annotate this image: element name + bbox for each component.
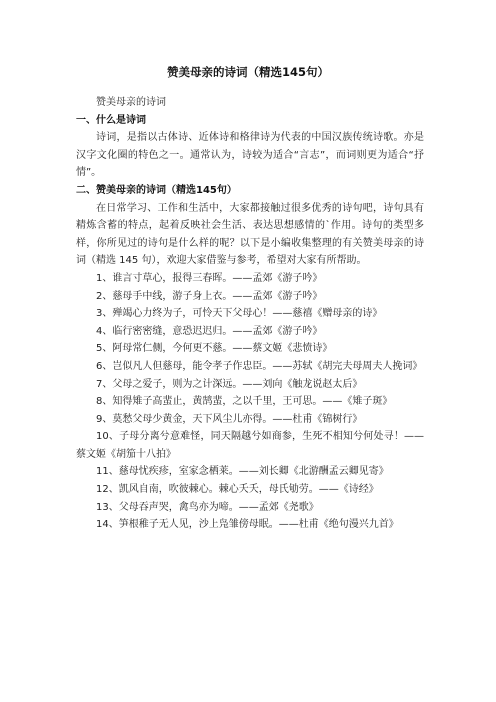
poem-line-3: 3、殚竭心力终为子，可怜天下父母心！——慈禧《赠母亲的诗》 (96, 308, 383, 320)
poem-line-10: 10、子母分离兮意难怪，同天隔越兮如商参，生死不相知兮何处寻！——蔡文姬《胡笳十八拍》 (76, 431, 424, 460)
poem-line-5: 5、阿母常仁侧，今何更不慈。——蔡文姬《悲愤诗》 (96, 343, 333, 355)
section-heading-2: 二、赞美母亲的诗词（精选145句） (76, 184, 237, 196)
poem-line-8: 8、知得雉子高蜚止，黄鹄蜚，之以千里，王可思。——《雉子斑》 (96, 396, 393, 408)
document-title: 赞美母亲的诗词（精选145句） (166, 65, 329, 79)
document-subtitle: 赞美母亲的诗词 (96, 97, 166, 108)
poem-line-13: 13、父母吞声哭，禽鸟亦为啼。——孟郊《尧歌》 (96, 501, 319, 513)
poem-line-6: 6、岂似凡人但慈母，能令孝子作忠臣。——苏轼《胡完夫母周夫人挽词》 (96, 360, 423, 372)
poem-line-1: 1、谁言寸草心，报得三春晖。——孟郊《游子吟》 (96, 272, 323, 284)
poem-line-12: 12、凯风自南，吹彼棘心。棘心夭夭，母氏劬劳。——《诗经》 (96, 484, 379, 496)
section-1-paragraph: 诗词，是指以古体诗、近体诗和格律诗为代表的中国汉族传统诗歌。亦是汉字文化圈的特色之一。通常认为，诗较为适合“言志”，而词则更为适合“抒情”。 (76, 132, 424, 179)
poem-line-4: 4、临行密密缝，意恐迟迟归。——孟郊《游子吟》 (96, 325, 323, 337)
poem-line-14: 14、笋根稚子无人见，沙上凫雏傍母眠。——杜甫《绝句漫兴九首》 (96, 519, 399, 531)
poem-line-11: 11、慈母忧疾疹，室家念栖莱。——刘长卿《北游酬孟云卿见寄》 (96, 466, 389, 478)
poem-line-2: 2、慈母手中线，游子身上衣。——孟郊《游子吟》 (96, 290, 323, 302)
poem-line-7: 7、父母之爱子，则为之计深远。——刘向《触龙说赵太后》 (96, 378, 363, 390)
document-body (76, 94, 424, 534)
section-2-intro: 在日常学习、工作和生活中，大家都接触过很多优秀的诗句吧，诗句具有精炼含蓄的特点，起着反映社会生活、表达思想感情的`作用。诗句的类型多样，你所见过的诗句是什么样的呢？以下是小编收集整理的有关赞美母亲的诗词（精选 145 句），欢迎大家借鉴与参考，希望对大家有所帮助。 (76, 202, 424, 267)
section-heading-1: 一、什么是诗词 (76, 114, 146, 126)
poem-line-9: 9、莫愁父母少黄金，天下风尘儿亦得。——杜甫《锦树行》 (96, 413, 363, 425)
